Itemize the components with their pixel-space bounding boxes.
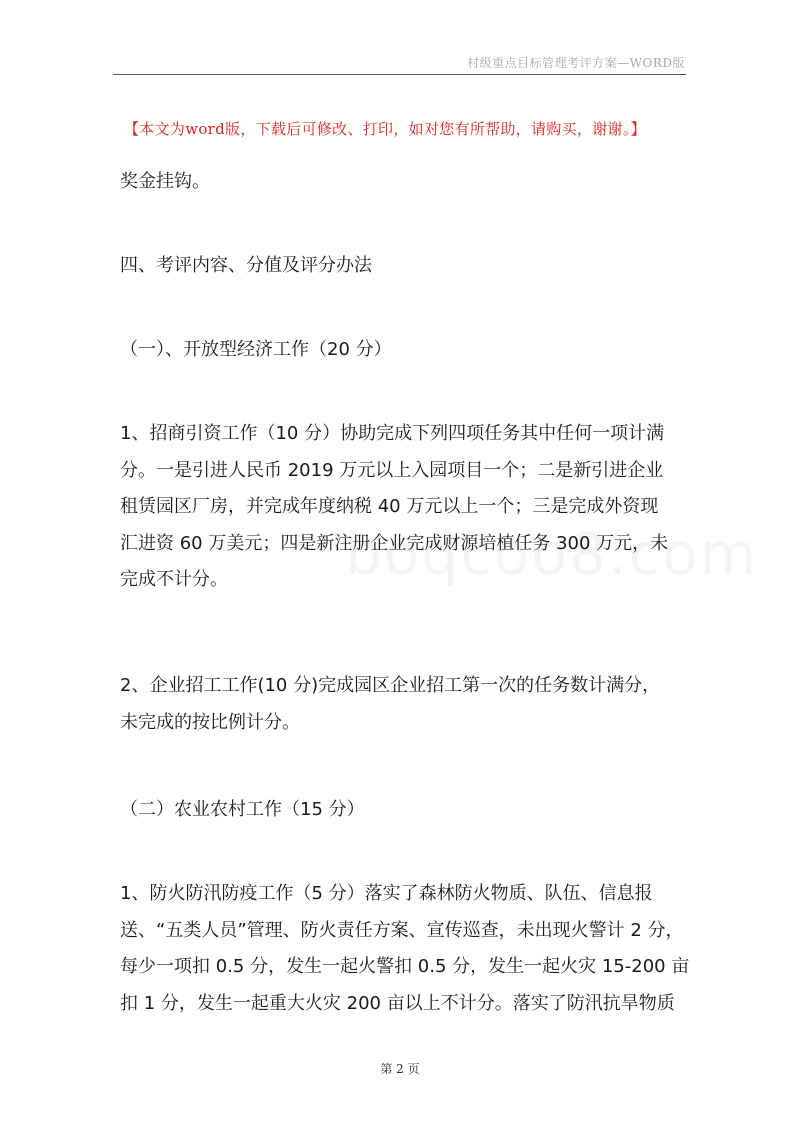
purchase-notice: 【本文为word版，下载后可修改、打印，如对您有所帮助，请购买，谢谢。】 xyxy=(124,120,646,138)
paragraph-fire-prevention xyxy=(120,876,690,1022)
paragraph-investment xyxy=(120,416,685,599)
section-heading-4: 四、考评内容、分值及评分办法 xyxy=(120,255,372,276)
paragraph-line: 租赁园区厂房，并完成年度纳税 40 万元以上一个；三是完成外资现 xyxy=(120,496,659,517)
paragraph-line: 未完成的按比例计分。 xyxy=(120,711,300,733)
paragraph-line: 扣 1 分，发生一起重大火灾 200 亩以上不计分。落实了防汛抗旱物质 xyxy=(120,992,675,1014)
paragraph-line: 分。一是引进人民币 2019 万元以上入园项目一个；二是新引进企业 xyxy=(120,459,664,481)
subsection-heading-agriculture: （二）农业农村工作（15 分） xyxy=(120,799,365,820)
paragraph-line: 完成不计分。 xyxy=(120,569,228,590)
paragraph-line: 1、防火防汛防疫工作（5 分）落实了森林防火物质、队伍、信息报 xyxy=(120,883,653,904)
paragraph-bonus: 奖金挂钩。 xyxy=(120,171,210,192)
paragraph-line: 2、企业招工工作(10 分)完成园区企业招工第一次的任务数计满分， xyxy=(120,675,661,696)
paragraph-line: 送、“五类人员”管理、防火责任方案、宣传巡查，未出现火警计 2 分， xyxy=(120,919,684,941)
header-title: 村级重点目标管理考评方案—WORD版 xyxy=(467,56,685,70)
paragraph-recruitment xyxy=(120,668,685,741)
header-divider xyxy=(113,74,686,75)
paragraph-line: 汇进资 60 万美元；四是新注册企业完成财源培植任务 300 万元，未 xyxy=(120,532,669,554)
paragraph-line: 每少一项扣 0.5 分，发生一起火警扣 0.5 分，发生一起火灾 15-200 亩 xyxy=(120,956,690,977)
subsection-heading-open-economy: （一）、开放型经济工作（20 分） xyxy=(120,339,392,360)
paragraph-line: 1、招商引资工作（10 分）协助完成下列四项任务其中任何一项计满 xyxy=(120,423,665,444)
page-number: 第 2 页 xyxy=(380,1062,420,1076)
